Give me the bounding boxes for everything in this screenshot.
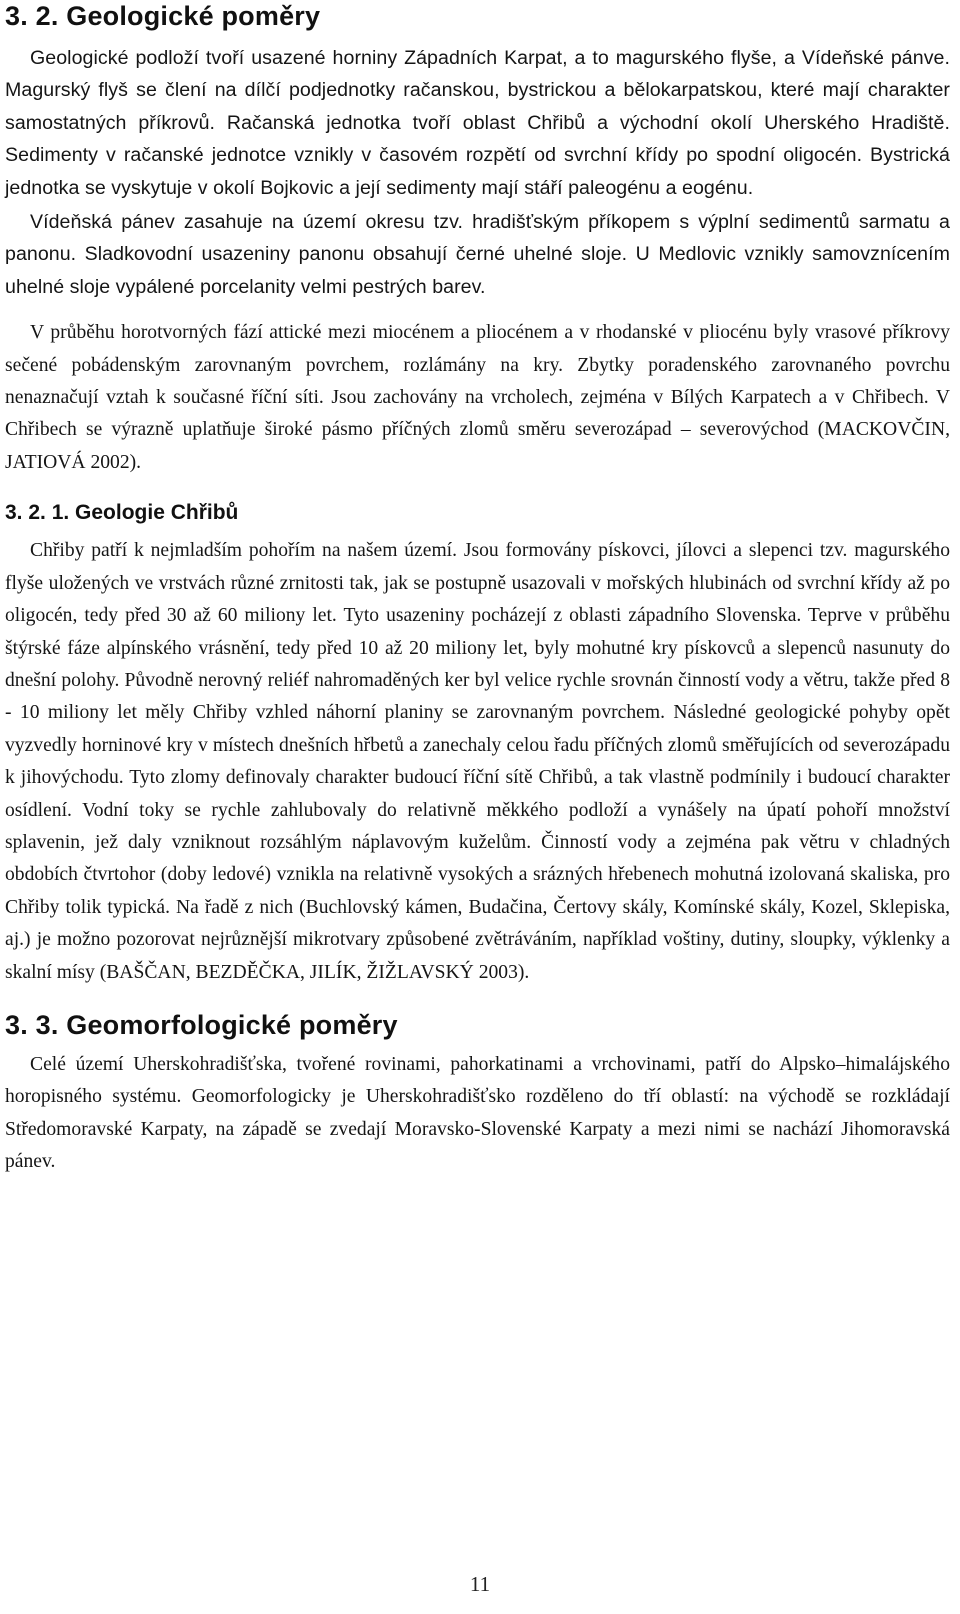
page-number: 11 — [469, 1572, 491, 1596]
paragraph-horotvorne-faze: V průběhu horotvorných fází attické mezi miocénem a pliocénem a v rhodanské v pliocénu byly vrasové příkrovy sečené pobádenským zarovnaným povrchem, rozlámány na kry. Zbytky poradenského zarovnaného povrchu nenaznačují vztah k současné říční síti. Jsou zachovány na vrcholech, zejména v Bílých Karpatech a v Chřibech. V Chřibech se výrazně uplatňuje široké pásmo příčných zlomů směru severozápad – severovýchod (MACKOVČIN, JATIOVÁ 2002). — [5, 322, 950, 473]
paragraph-geomorfologicke-pomery: Celé území Uherskohradišťska, tvořené rovinami, pahorkatinami a vrchovinami, patří do Alpsko–himalájského horopisného systému. Geomorfologicky je Uherskohradišťsko rozděleno do tří oblastí: na východě se rozkládají Středomoravské Karpaty, na západě se zvedají Moravsko-Slovenské Karpaty a mezi nimi se nachází Jihomoravská pánev. — [5, 1053, 950, 1173]
paragraph-videnska-panev: Vídeňská pánev zasahuje na území okresu tzv. hradišťským příkopem s výplní sedimentů sarmatu a panonu. Sladkovodní usazeniny panonu obsahují černé uhelné sloje. U Medlovic vznikly samovznícením uhelné sloje vypálené porcelanity velmi pestrých barev. — [5, 211, 950, 298]
subsection-heading-geologie-chribu: 3. 2. 1. Geologie Chřibů — [5, 501, 239, 525]
document-page — [5, 0, 950, 1179]
section-heading-geomorfologicke-pomery: 3. 3. Geomorfologické poměry — [5, 1009, 398, 1040]
paragraph-geologicke-podlozi: Geologické podloží tvoří usazené horniny Západních Karpat, a to magurského flyše, a Vídeňské pánve. Magurský flyš se člení na dílčí podjednotky račanskou, bystrickou a bělokarpatskou, které mají charakter samostatných příkrovů. Račanská jednotka tvoří oblast Chřibů a východní okolí Uherského Hradiště. Sedimenty v račanské jednotce vznikly v časovém rozpětí od svrchní křídy po spodní oligocén. Bystrická jednotka se vyskytuje v okolí Bojkovic a její sedimenty mají stáří paleogénu a eogénu. — [5, 47, 950, 199]
section-heading-geologicke-pomery: 3. 2. Geologické poměry — [5, 1, 321, 31]
paragraph-geologie-chribu: Chřiby patří k nejmladším pohořím na našem území. Jsou formovány pískovci, jílovci a slepenci tzv. magurského flyše uložených ve vrstvách různé zrnitosti tak, jak se postupně usazovali v mořských hlubinách od svrchní křídy až po oligocén, tedy před 30 až 60 miliony let. Tyto usazeniny pocházejí z oblasti západního Slovenska. Teprve v průběhu štýrské fáze alpínského vrásnění, tedy před 10 až 20 miliony let, byly mohutné kry pískovců a slepenců nasunuty do dnešní polohy. Původně nerovný reliéf nahromaděných ker byl velice rychle srovnán činností vody a větru, takže před 8 - 10 miliony let měly Chřiby vzhled náhorní planiny se zarovnaným povrchem. Následné geologické pohyby opět vyzvedly horninové kry v místech dnešních hřbetů a zanechaly celou řadu příčných zlomů směřujících od severozápadu k jihovýchodu. Tyto zlomy definovaly charakter budoucí říční sítě Chřibů, a tak vlastně podmínily i budoucí charakter osídlení. Vodní toky se rychle zahlubovaly do relativně měkkého podloží a vynášely na úpatí pohoří množství splavenin, jež daly vzniknout rozsáhlým náplavovým kuželům. Činností vody a zejména pak větru v chladných obdobích čtvrtohor (doby ledové) vznikla na relativně vysokých a srázných hřebenech mohutná izolovaná skaliska, pro Chřiby tolik typická. Na řadě z nich (Buchlovský kámen, Budačina, Čertovy skály, Komínské skály, Kozel, Sklepiska, aj.) je možno pozorovat nejrůznější mikrotvary způsobené zvětráváním, například voštiny, dutiny, sloupky, výklenky a skalní mísy (BAŠČAN, BEZDĚČKA, JILÍK, ŽIŽLAVSKÝ 2003). — [5, 540, 950, 983]
